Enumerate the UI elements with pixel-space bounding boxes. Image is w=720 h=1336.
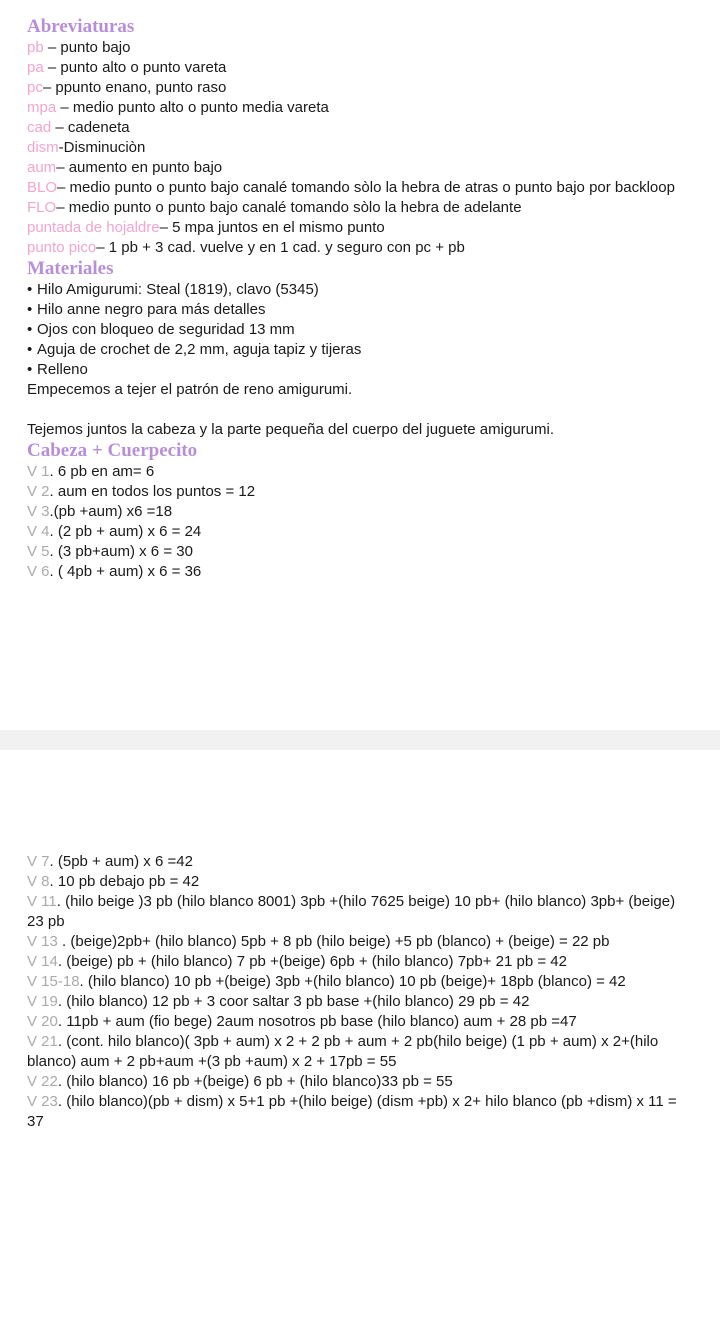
round-label: V 2 bbox=[27, 483, 50, 500]
round-text: . 6 pb en am= 6 bbox=[49, 463, 155, 480]
abbreviation-term: aum bbox=[27, 159, 57, 176]
abbreviation-text: – punto bajo bbox=[43, 39, 131, 56]
round-row bbox=[27, 1032, 687, 1072]
bullet: • bbox=[27, 361, 33, 378]
round-label: V 8 bbox=[27, 873, 50, 890]
abbreviation-item bbox=[27, 238, 720, 258]
abbreviation-item bbox=[27, 178, 687, 198]
round-text: . (beige)2pb+ (hilo blanco) 5pb + 8 pb (hilo beige) +5 pb (blanco) + (beige) = 22 pb bbox=[62, 933, 610, 950]
material-text: Ojos con bloqueo de seguridad 13 mm bbox=[37, 321, 295, 338]
material-text: Hilo Amigurumi: Steal (1819), clavo (5345) bbox=[37, 281, 319, 298]
abbreviation-text: – 1 pb + 3 cad. vuelve y en 1 cad. y seguro con pc + pb bbox=[96, 239, 465, 256]
abbreviation-item bbox=[27, 138, 720, 158]
abbreviation-term: puntada de hojaldre bbox=[27, 219, 160, 236]
round-label: V 11 bbox=[27, 893, 57, 910]
abbreviation-item bbox=[27, 158, 720, 178]
material-item bbox=[27, 300, 720, 320]
abbreviation-term: punto pico bbox=[27, 239, 97, 256]
round-label: V 23 bbox=[27, 1093, 58, 1110]
abbreviation-text: – medio punto o punto bajo canalé tomando sòlo la hebra de adelante bbox=[56, 199, 522, 216]
abbreviation-text: – ppunto enano, punto raso bbox=[42, 79, 227, 96]
bullet: • bbox=[27, 341, 33, 358]
bullet: • bbox=[27, 321, 33, 338]
abbreviation-item bbox=[27, 98, 720, 118]
abbreviation-item bbox=[27, 118, 720, 138]
bullet: • bbox=[27, 301, 33, 318]
material-item bbox=[27, 280, 720, 300]
abbreviation-item bbox=[27, 58, 720, 78]
round-text: . (2 pb + aum) x 6 = 24 bbox=[49, 523, 202, 540]
round-text: . ( 4pb + aum) x 6 = 36 bbox=[49, 563, 202, 580]
round-row bbox=[27, 932, 687, 952]
abbreviation-item bbox=[27, 38, 720, 58]
materials-heading: Materiales bbox=[27, 258, 114, 279]
spacer bbox=[0, 400, 720, 420]
abbreviation-item bbox=[27, 198, 720, 218]
note-text: Tejemos juntos la cabeza y la parte pequeña del cuerpo del juguete amigurumi. bbox=[27, 421, 554, 438]
round-row bbox=[27, 1092, 687, 1132]
material-item bbox=[27, 320, 720, 340]
round-row bbox=[27, 972, 687, 992]
round-row bbox=[27, 992, 687, 1012]
abbreviation-term: mpa bbox=[27, 99, 57, 116]
bullet: • bbox=[27, 281, 33, 298]
round-row bbox=[27, 872, 720, 892]
round-label: V 20 bbox=[27, 1013, 58, 1030]
abbreviation-term: BLO bbox=[27, 179, 58, 196]
round-text: .(pb +aum) x6 =18 bbox=[49, 503, 173, 520]
round-label: V 22 bbox=[27, 1073, 58, 1090]
round-label: V 7 bbox=[27, 853, 50, 870]
round-row bbox=[27, 502, 720, 522]
page-divider bbox=[0, 730, 720, 750]
pattern-bottom-section bbox=[0, 852, 720, 1132]
round-label: V 5 bbox=[27, 543, 50, 560]
round-label: V 1 bbox=[27, 463, 50, 480]
round-row bbox=[27, 1012, 687, 1032]
abbreviation-term: dism bbox=[27, 139, 59, 156]
round-text: . (cont. hilo blanco)( 3pb + aum) x 2 + 2 pb + aum + 2 pb(hilo beige) (1 pb + aum) x 2+(hilo blanco) aum + 2 pb+aum +(3 pb +aum) x 2 + 17pb = 55 bbox=[27, 1033, 659, 1070]
abbreviation-text: – punto alto o punto vareta bbox=[43, 59, 227, 76]
abbreviation-term: cad bbox=[27, 119, 52, 136]
round-label: V 6 bbox=[27, 563, 50, 580]
round-row bbox=[27, 542, 720, 562]
round-row bbox=[27, 1072, 687, 1092]
abbreviation-item bbox=[27, 78, 720, 98]
abbreviation-term: pa bbox=[27, 59, 44, 76]
round-label: V 15-18 bbox=[27, 973, 80, 990]
round-label: V 3 bbox=[27, 503, 50, 520]
round-text: . (3 pb+aum) x 6 = 30 bbox=[49, 543, 193, 560]
abbreviation-item bbox=[27, 218, 720, 238]
material-item bbox=[27, 360, 720, 380]
round-text: . 11pb + aum (fio bege) 2aum nosotros pb base (hilo blanco) aum + 28 pb =47 bbox=[57, 1013, 577, 1030]
abbreviation-text: – aumento en punto bajo bbox=[56, 159, 223, 176]
head-section-heading: Cabeza + Cuerpecito bbox=[27, 440, 198, 461]
round-text: . (5pb + aum) x 6 =42 bbox=[49, 853, 193, 870]
material-item bbox=[27, 340, 720, 360]
round-text: . (hilo blanco) 12 pb + 3 coor saltar 3 pb base +(hilo blanco) 29 pb = 42 bbox=[57, 993, 530, 1010]
round-row bbox=[27, 562, 720, 582]
pattern-top-section bbox=[0, 16, 720, 582]
round-label: V 19 bbox=[27, 993, 58, 1010]
round-row bbox=[27, 482, 720, 502]
abbreviation-text: -Disminuciòn bbox=[58, 139, 146, 156]
round-label: V 21 bbox=[27, 1033, 58, 1050]
material-text: Aguja de crochet de 2,2 mm, aguja tapiz y tijeras bbox=[37, 341, 362, 358]
abbreviation-text: – medio punto o punto bajo canalé tomando sòlo la hebra de atras o punto bajo por backloop bbox=[57, 179, 675, 196]
round-row bbox=[27, 522, 720, 542]
round-text: . aum en todos los puntos = 12 bbox=[49, 483, 256, 500]
round-row bbox=[27, 852, 720, 872]
round-row bbox=[27, 952, 687, 972]
round-text: . (hilo beige )3 pb (hilo blanco 8001) 3pb +(hilo 7625 beige) 10 pb+ (hilo blanco) 3pb+ (beige) 23 pb bbox=[27, 893, 676, 930]
round-row bbox=[27, 892, 687, 932]
round-label: V 13 bbox=[27, 933, 63, 950]
material-text: Hilo anne negro para más detalles bbox=[37, 301, 266, 318]
abbreviation-text: – medio punto alto o punto media vareta bbox=[56, 99, 329, 116]
round-text: . (hilo blanco) 16 pb +(beige) 6 pb + (hilo blanco)33 pb = 55 bbox=[57, 1073, 453, 1090]
round-label: V 4 bbox=[27, 523, 50, 540]
abbreviation-term: pb bbox=[27, 39, 44, 56]
abbreviation-text: – cadeneta bbox=[51, 119, 130, 136]
round-text: . (hilo blanco) 10 pb +(beige) 3pb +(hilo blanco) 10 pb (beige)+ 18pb (blanco) = 42 bbox=[79, 973, 626, 990]
abbreviation-term: pc bbox=[27, 79, 43, 96]
abbreviation-text: – 5 mpa juntos en el mismo punto bbox=[159, 219, 385, 236]
round-text: . (hilo blanco)(pb + dism) x 5+1 pb +(hilo beige) (dism +pb) x 2+ hilo blanco (pb +dism) x 11 = 37 bbox=[27, 1093, 677, 1130]
round-text: . (beige) pb + (hilo blanco) 7 pb +(beige) 6pb + (hilo blanco) 7pb+ 21 pb = 42 bbox=[57, 953, 567, 970]
round-text: . 10 pb debajo pb = 42 bbox=[49, 873, 200, 890]
abbreviation-term: FLO bbox=[27, 199, 57, 216]
round-label: V 14 bbox=[27, 953, 58, 970]
round-row bbox=[27, 462, 720, 482]
abbreviations-heading: Abreviaturas bbox=[27, 16, 135, 37]
intro-text: Empecemos a tejer el patrón de reno amigurumi. bbox=[27, 381, 353, 398]
material-text: Relleno bbox=[37, 361, 88, 378]
